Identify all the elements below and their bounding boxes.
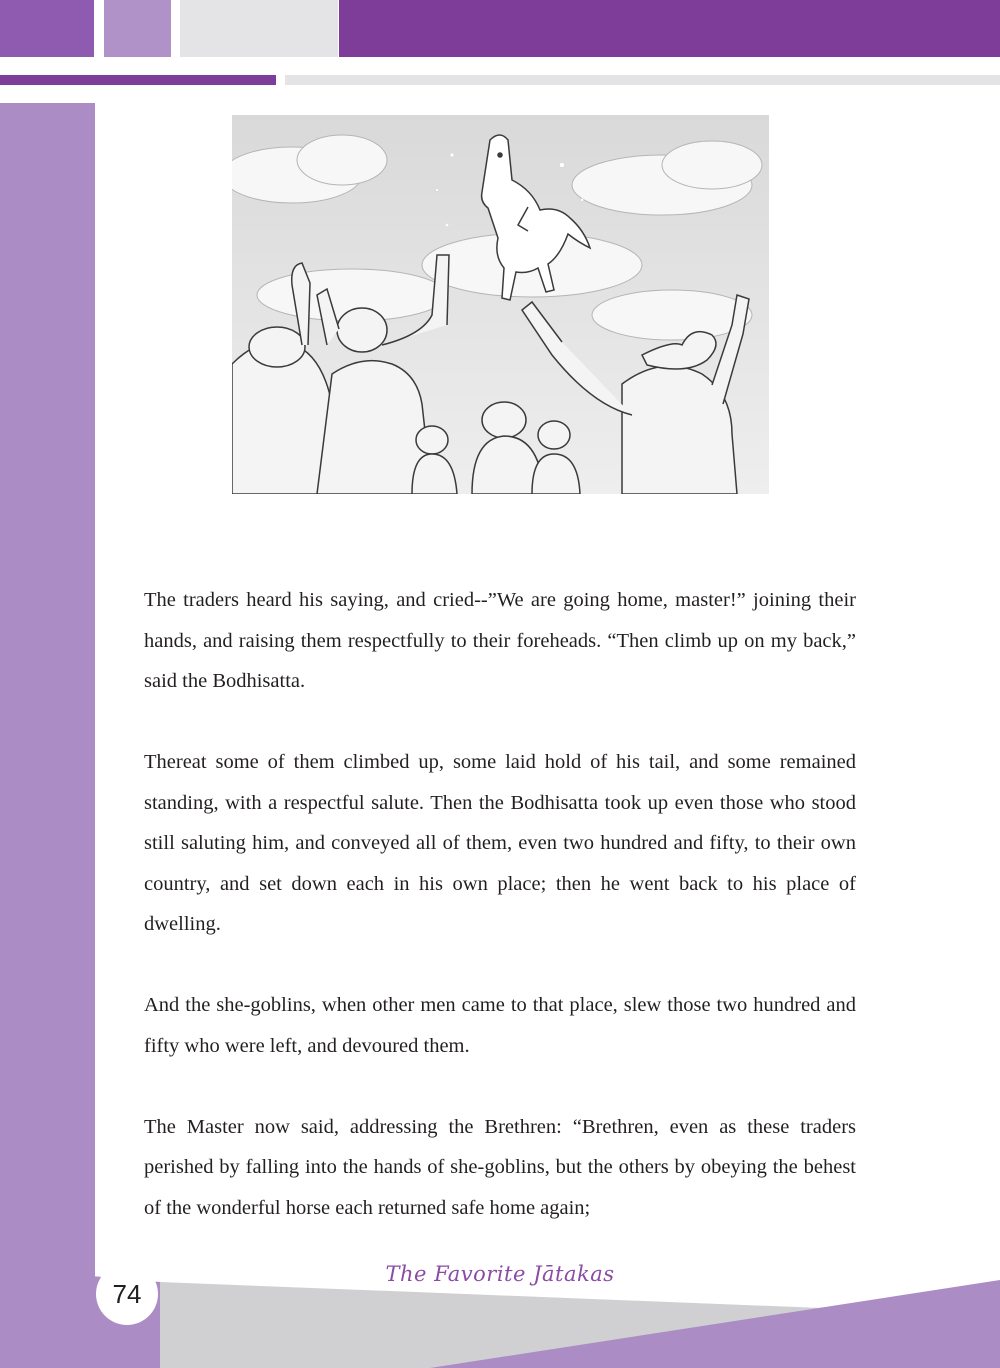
flying-horse-illustration (232, 115, 769, 494)
header-block-dark (0, 0, 94, 57)
header-rule-grey (285, 75, 1000, 85)
running-footer-title: The Favorite Jātakas (385, 1262, 615, 1286)
paragraph-3: And the she-goblins, when other men came to that place, slew those two hundred and fifty who were left, and devoured them. (144, 994, 856, 1057)
page-number: 74 (96, 1263, 158, 1325)
header-bar-purple (339, 0, 1000, 57)
paragraph-4: The Master now said, addressing the Brethren: “Brethren, even as these traders perished by falling into the hands of she-goblins, but the others by obeying the behest of the wonderful horse each returned safe home again; (144, 1115, 856, 1219)
body-text (144, 580, 856, 1228)
paragraph-2: Thereat some of them climbed up, some laid hold of his tail, and some remained standing, with a respectful salute. Then the Bodhisatta took up even those who stood still saluting him, and conveyed all of them, even two hundred and fifty, to their own country, and set down each in his own place; then he went back to his place of dwelling. (144, 751, 856, 935)
left-sidebar (0, 103, 95, 1368)
header-block-grey (180, 0, 338, 57)
paragraph-1: The traders heard his saying, and cried--”We are going home, master!” joining their hands, and raising them respectfully to their foreheads. “Then climb up on my back,” said the Bodhisatta. (144, 589, 856, 692)
header-rule-purple (0, 75, 276, 85)
header-block-light (104, 0, 171, 57)
